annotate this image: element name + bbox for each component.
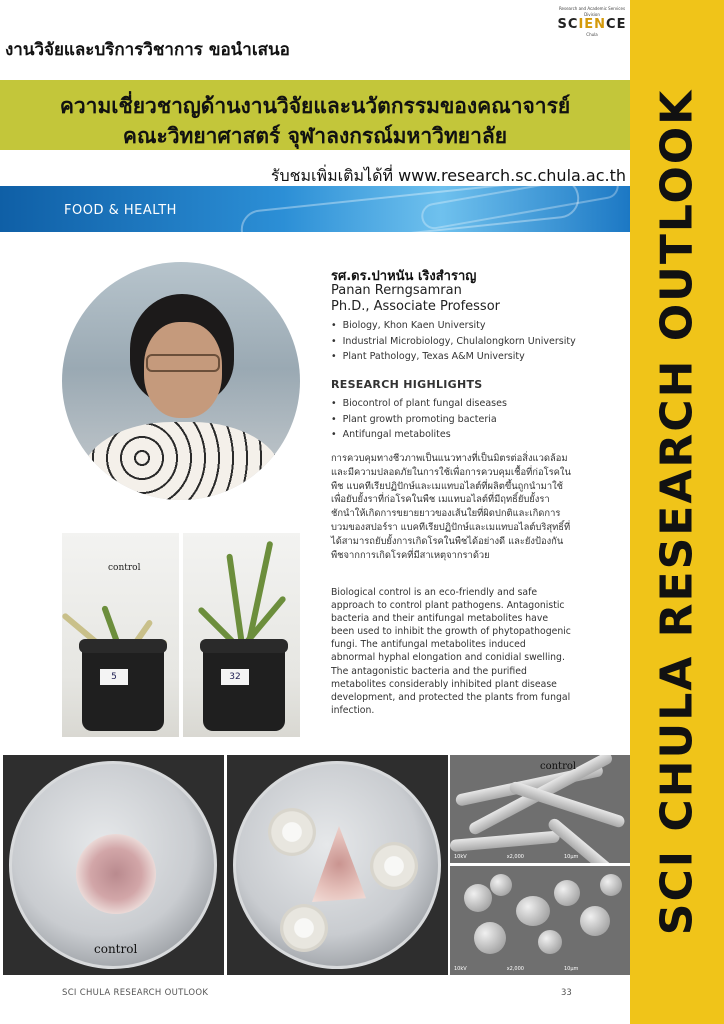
- petri-dish-control: [3, 755, 224, 975]
- plant-pot: [203, 645, 285, 731]
- petri-dish: [9, 761, 217, 969]
- plant-control-label: control: [108, 563, 141, 573]
- logo-tagline: Research and Academic Services Division: [558, 6, 626, 17]
- highlight-item: • Antifungal metabolites: [331, 427, 507, 443]
- petri-dish-treated: [227, 755, 448, 975]
- swollen-conidium: [474, 922, 506, 954]
- researcher-title: Ph.D., Associate Professor: [331, 299, 501, 314]
- page-number: 33: [561, 988, 572, 998]
- bacterial-colony: [280, 904, 328, 952]
- swollen-conidium: [600, 874, 622, 896]
- swollen-conidium: [538, 930, 562, 954]
- sem-scale-bar: 10kV x2,000 10μm: [454, 854, 579, 860]
- swollen-conidium: [516, 896, 550, 926]
- banner-title-line1: ความเชี่ยวชาญด้านงานวิจัยและนวัตกรรมของคณาจารย์: [59, 94, 571, 118]
- bacterial-colony: [370, 842, 418, 890]
- education-item: • Industrial Microbiology, Chulalongkorn University: [331, 334, 576, 350]
- description-english: Biological control is an eco-friendly and safe approach to control plant pathogens. Antagonistic bacteria and their antifungal metabolites have been used to inhibit the growth of phytopathogenic fungi. The antifungal metabolites induced abnormal hyphal elongation and conidial swelling. The antagonistic bacteria and the purified metabolites considerably inhibited plant disease development, and protected the plants from fungal infection.: [331, 587, 571, 716]
- sem-control-label: control: [540, 761, 577, 772]
- pot-tag: 32: [221, 669, 249, 685]
- researcher-name-thai: รศ.ดร.ปาหนัน เริงสำราญ: [331, 269, 477, 284]
- banner-title-line2: คณะวิทยาศาสตร์ จุฬาลงกรณ์มหาวิทยาลัย: [122, 124, 508, 148]
- education-item: • Plant Pathology, Texas A&M University: [331, 349, 576, 365]
- category-strip: [0, 186, 630, 232]
- logo-subtitle: Chula: [586, 32, 598, 37]
- plant-photo-treated: [183, 533, 300, 737]
- swollen-conidium: [490, 874, 512, 896]
- researcher-name-english: Panan Rerngsamran: [331, 283, 462, 298]
- swollen-conidium: [580, 906, 610, 936]
- fungal-colony: [76, 834, 156, 914]
- education-item: • Biology, Khon Kaen University: [331, 318, 576, 334]
- swollen-conidium: [464, 884, 492, 912]
- research-highlights-heading: RESEARCH HIGHLIGHTS: [331, 378, 483, 391]
- sciene-logo: [555, 6, 629, 40]
- description-thai: การควบคุมทางชีวภาพเป็นแนวทางที่เป็นมิตรต่อสิ่งแวดล้อมและมีความปลอดภัยในการใช้เพื่อการควบคุมเชื้อที่ก่อโรคในพืช แบคทีเรียปฏิปักษ์และเมแทบอไลต์ที่ผลิตขึ้นถูกนำมาใช้เพื่อยับยั้งราที่ก่อโรคในพืช เมแทบอไลต์ที่มีฤทธิ์ยับยั้งราชักนำให้เกิดการขยายยาวของเส้นใยที่ผิดปกติและเกิดการบวมของสปอร์รา แบคทีเรียปฏิปักษ์และเมแทบอไลต์บริสุทธิ์ที่ได้สามารถยับยั้งการเกิดโรคในพืชได้อย่างดี และยังป้องกันพืชจากการเกิดโรคที่มีสาเหตุจากราด้วย: [331, 453, 571, 561]
- footer-publication: SCI CHULA RESEARCH OUTLOOK: [62, 988, 209, 998]
- dish-control-label: control: [94, 942, 138, 956]
- portrait-clothing: [82, 422, 282, 500]
- presents-heading: งานวิจัยและบริการวิชาการ ขอนำเสนอ: [5, 40, 290, 60]
- highlight-item: • Plant growth promoting bacteria: [331, 412, 507, 428]
- plant-photo-control: [62, 533, 179, 737]
- category-label: FOOD & HEALTH: [64, 203, 177, 218]
- fungal-colony: [312, 826, 366, 902]
- logo-brand: SCIENCE: [557, 17, 627, 32]
- more-info-link[interactable]: รับชมเพิ่มเติมได้ที่ www.research.sc.chula.ac.th: [270, 166, 626, 185]
- portrait-glasses: [146, 354, 220, 372]
- research-highlights-list: [331, 396, 507, 443]
- leaf: [226, 553, 245, 645]
- petri-dish: [233, 761, 441, 969]
- plant-pot: [82, 645, 164, 731]
- education-list: [331, 318, 576, 365]
- bacterial-colony: [268, 808, 316, 856]
- sem-image-control: [450, 755, 630, 863]
- highlight-item: • Biocontrol of plant fungal diseases: [331, 396, 507, 412]
- sem-image-treated: [450, 866, 630, 975]
- side-title: SCI CHULA RESEARCH OUTLOOK: [651, 88, 703, 936]
- researcher-portrait: [62, 262, 300, 500]
- pot-tag: 5: [100, 669, 128, 685]
- swollen-conidium: [554, 880, 580, 906]
- sem-scale-bar: 10kV x2,000 10μm: [454, 966, 579, 972]
- hypha: [450, 830, 560, 852]
